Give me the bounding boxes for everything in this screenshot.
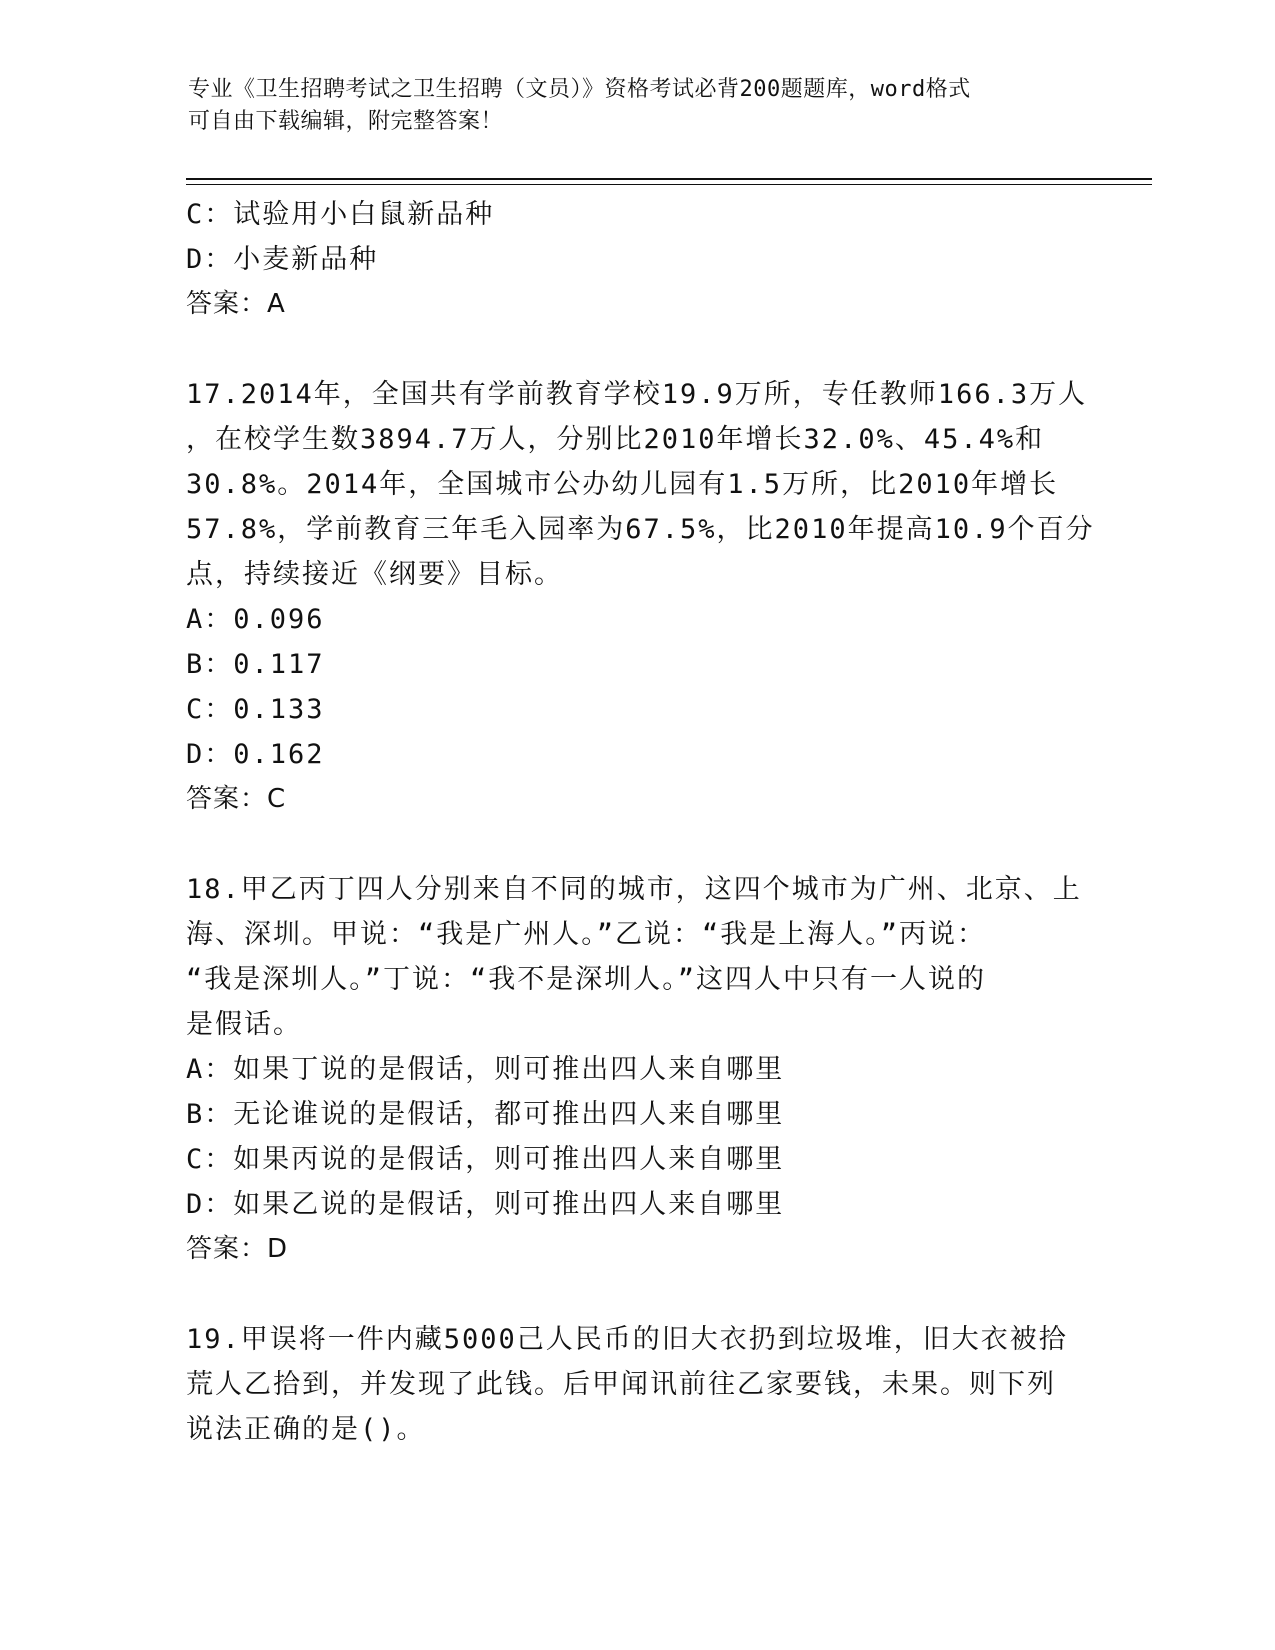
question-17: [186, 372, 1095, 822]
header-rule-thick: [186, 178, 1152, 180]
question-text-line: 17.2014年，全国共有学前教育学校19.9万所，专任教师166.3万人: [186, 379, 1088, 410]
question-16-tail: [186, 192, 1086, 327]
question-text-line: 30.8%。2014年，全国城市公办幼儿园有1.5万所，比2010年增长: [186, 469, 1059, 500]
answer: 答案：A: [186, 289, 286, 319]
question-text-line: 57.8%，学前教育三年毛入园率为67.5%，比2010年提高10.9个百分: [186, 514, 1095, 545]
question-text-line: 海、深圳。甲说：“我是广州人。”乙说：“我是上海人。”丙说：: [186, 919, 987, 950]
spacer: [186, 327, 1086, 372]
spacer: [186, 822, 1086, 867]
option-d: D：小麦新品种: [186, 244, 379, 275]
option-d: D：如果乙说的是假话，则可推出四人来自哪里: [186, 1189, 785, 1220]
spacer: [186, 1272, 1086, 1317]
question-text-line: “我是深圳人。”丁说：“我不是深圳人。”这四人中只有一人说的: [186, 964, 987, 995]
option-b: B：无论谁说的是假话，都可推出四人来自哪里: [186, 1099, 785, 1130]
answer: 答案：C: [186, 784, 287, 814]
question-text-line: 说法正确的是()。: [186, 1414, 426, 1445]
document-header: [188, 74, 1068, 138]
header-rule-thin: [186, 184, 1152, 185]
option-c: C：试验用小白鼠新品种: [186, 199, 495, 230]
question-text-line: 19.甲误将一件内藏5000己人民币的旧大衣扔到垃圾堆，旧大衣被拾: [186, 1324, 1068, 1355]
question-text-line: 荒人乙拾到，并发现了此钱。后甲闻讯前往乙家要钱，未果。则下列: [186, 1369, 1056, 1400]
option-d: D：0.162: [186, 739, 325, 770]
answer: 答案：D: [186, 1234, 289, 1264]
question-text-line: ，在校学生数3894.7万人，分别比2010年增长32.0%、45.4%和: [186, 424, 1045, 455]
header-line: 可自由下载编辑，附完整答案！: [188, 109, 504, 134]
option-b: B：0.117: [186, 649, 325, 680]
option-c: C：0.133: [186, 694, 325, 725]
document-body: [186, 192, 1095, 1452]
header-line: 专业《卫生招聘考试之卫生招聘（文员）》资格考试必背200题题库，word格式: [188, 77, 971, 102]
option-a: A：0.096: [186, 604, 325, 635]
option-c: C：如果丙说的是假话，则可推出四人来自哪里: [186, 1144, 785, 1175]
option-a: A：如果丁说的是假话，则可推出四人来自哪里: [186, 1054, 785, 1085]
question-text-line: 18.甲乙丙丁四人分别来自不同的城市，这四个城市为广州、北京、上: [186, 874, 1082, 905]
question-18: [186, 867, 1086, 1272]
question-19: [186, 1317, 1086, 1452]
question-text-line: 是假话。: [186, 1009, 302, 1040]
question-text-line: 点，持续接近《纲要》目标。: [186, 559, 563, 590]
